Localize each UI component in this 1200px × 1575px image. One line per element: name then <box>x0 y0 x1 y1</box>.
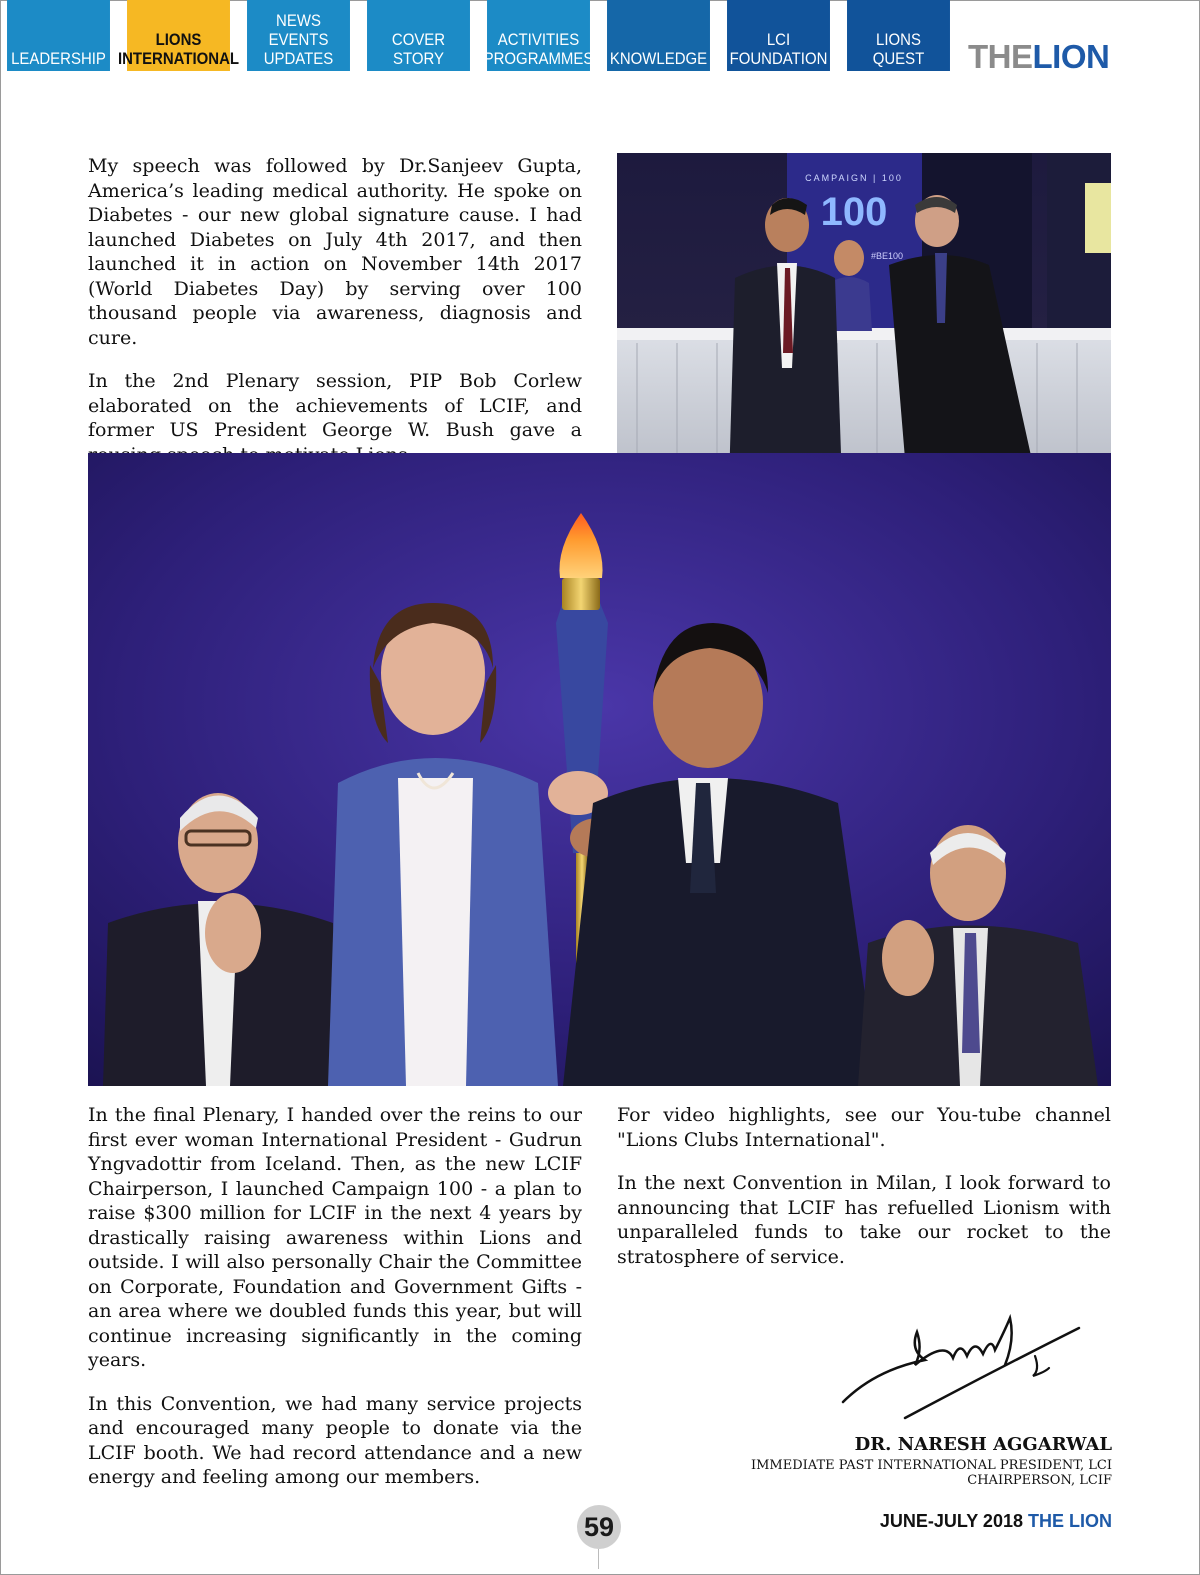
nav-tab-knowledge[interactable] <box>607 0 710 71</box>
svg-text:100: 100 <box>820 190 888 234</box>
nav-tab-label: UPDATES <box>263 49 334 68</box>
article-column-left <box>88 1103 582 1509</box>
nav-tab-label: LEADERSHIP <box>11 49 106 68</box>
nav-tab-label: LIONS <box>876 30 921 49</box>
nav-tab-label: INTERNATIONAL <box>117 49 240 68</box>
photo-torch-handover <box>88 453 1111 1086</box>
paragraph: In the 2nd Plenary session, PIP Bob Corlew elaborated on the achievements of LCIF, and former US President George W. Bush gave a <box>88 370 582 441</box>
nav-tab-cover-story[interactable] <box>367 0 470 71</box>
svg-text:#BE100: #BE100 <box>870 251 904 261</box>
author-title: IMMEDIATE PAST INTERNATIONAL PRESIDENT, LCI CHAIRPERSON, LCIF <box>750 1458 1112 1488</box>
magazine-brand: THELION <box>968 38 1110 75</box>
nav-tab-label: EVENTS <box>268 30 329 49</box>
nav-tab-label: LCI <box>766 30 791 49</box>
nav-tab-label: KNOWLEDGE <box>609 49 708 68</box>
paragraph: In the next Convention in Milan, I look forward to announcing that LCIF has refuelled Lionism with unparalleled funds to take our rocket to the stratosphere of service. <box>617 1172 1111 1268</box>
paragraph: In the final Plenary, I handed over the reins to our first ever woman International President - Gudrun Yngvadottir from Iceland. Then, as the new LCIF Chairperson, I launched Campaign 100 - a plan to raise $300 million for LCIF in the next 4 years by drastically raising awareness within Lions and outside. I will also personally Chair the Committee on Corporate, Foundation and Government Gifts - an area where we doubled funds this year, but will continue increasing significantly in the coming years. <box>88 1104 582 1371</box>
nav-tab-label: FOUNDATION <box>729 49 828 68</box>
issue-footer: JUNE-JULY 2018 THE LION <box>879 1511 1112 1531</box>
section-nav <box>0 0 968 71</box>
author-name: DR. NARESH AGGARWAL <box>854 1434 1112 1455</box>
nav-tab-label: PROGRAMMES <box>483 49 594 68</box>
page-number: 59 <box>577 1505 621 1549</box>
paragraph: For video highlights, see our You-tube channel "Lions Clubs International". <box>617 1104 1111 1151</box>
nav-tab-label: NEWS <box>276 11 321 30</box>
nav-tab-label: COVER STORY <box>391 30 446 68</box>
nav-tab-activities-programmes[interactable] <box>483 0 594 71</box>
handwritten-signature <box>835 1310 1090 1420</box>
nav-tab-news-events-updates[interactable] <box>247 0 350 71</box>
nav-tab-label: LIONS <box>155 30 202 49</box>
nav-tab-label: ACTIVITIES <box>497 30 580 49</box>
photo-campaign-booth <box>617 153 1111 483</box>
nav-tab-lci-foundation[interactable] <box>727 0 830 71</box>
svg-text:CAMPAIGN | 100: CAMPAIGN | 100 <box>805 173 903 183</box>
nav-tab-leadership[interactable] <box>7 0 110 71</box>
paragraph: My speech was followed by Dr.Sanjeev Gupta, America’s leading medical authority. He spoke on Diabetes - our new global signature cause. I had launched Diabetes on July 4th 2017, and then launched it in action on November 14th 2017 (World Diabetes Day) by serving over 100 thousand people via awareness, diagnosis and cure. <box>88 155 582 349</box>
article-column-top <box>88 154 582 486</box>
article-column-right <box>617 1103 1111 1288</box>
nav-tab-label: QUEST <box>872 49 925 68</box>
divider <box>598 1549 599 1569</box>
paragraph: In this Convention, we had many service projects and encouraged many people to donate via the LCIF booth. We had record attendance and a new energy and feeling among our members. <box>88 1392 582 1488</box>
nav-tab-lions-international[interactable] <box>117 0 240 71</box>
nav-tab-lions-quest[interactable] <box>847 0 950 71</box>
